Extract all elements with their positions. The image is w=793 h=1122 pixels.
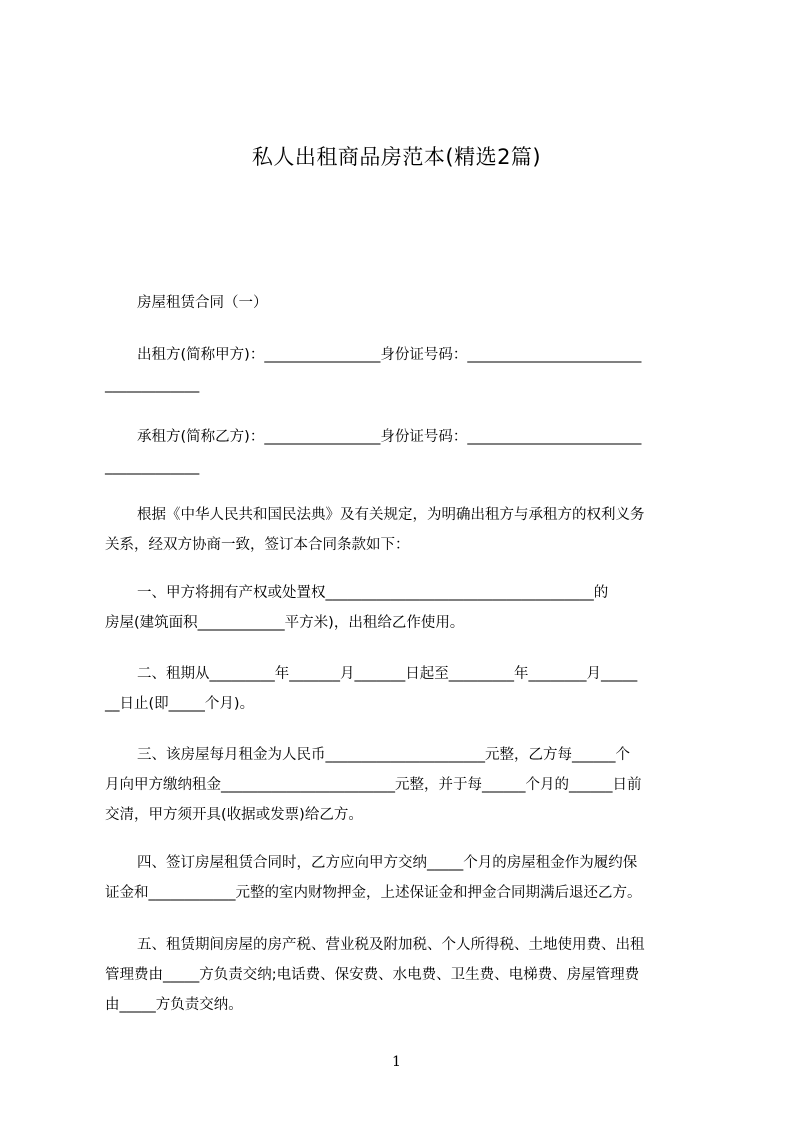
paragraph-line: _____________ xyxy=(105,459,200,475)
paragraph-line: _____________ xyxy=(105,377,200,393)
clause-4 xyxy=(105,848,700,908)
paragraph-line: 出租方(简称甲方)：________________身份证号码：________________________ xyxy=(137,347,642,363)
paragraph-line: 房屋(建筑面积____________平方米)，出租给乙作使用。 xyxy=(105,615,465,631)
paragraph-line: 证金和____________元整的室内财物押金，上述保证金和押金合同期满后退还乙方。 xyxy=(105,885,642,901)
page-number: 1 xyxy=(392,1054,401,1070)
paragraph-line: 关系，经双方协商一致，签订本合同条款如下： xyxy=(105,537,410,553)
paragraph-lessee xyxy=(105,422,700,482)
clause-3 xyxy=(105,740,700,830)
paragraph-lessor xyxy=(105,340,700,400)
paragraph-line: 三、该房屋每月租金为人民币______________________元整，乙方每______个 xyxy=(137,747,630,763)
clause-2 xyxy=(105,659,700,719)
paragraph-line: 管理费由_____方负责交纳;电话费、保安费、水电费、卫生费、电梯费、房屋管理费 xyxy=(105,967,640,983)
paragraph-line: 由_____方负责交纳。 xyxy=(105,997,243,1013)
paragraph-line: 五、租赁期间房屋的房产税、营业税及附加税、个人所得税、土地使用费、出租 xyxy=(137,937,645,953)
clause-1 xyxy=(105,578,700,638)
paragraph-line: 根据《中华人民共和国民法典》及有关规定，为明确出租方与承租方的权利义务 xyxy=(137,507,645,523)
paragraph-line: 交清，甲方须开具(收据或发票)给乙方。 xyxy=(105,807,363,823)
section-heading: 房屋租赁合同（一） xyxy=(137,295,268,311)
paragraph-line: 月向甲方缴纳租金________________________元整，并于每______个月的______日前 xyxy=(105,777,642,793)
paragraph-line: 四、签订房屋租赁合同时，乙方应向甲方交纳_____个月的房屋租金作为履约保 xyxy=(137,855,638,871)
paragraph-line: 承租方(简称乙方)：________________身份证号码：________________________ xyxy=(137,429,642,445)
clause-5 xyxy=(105,930,700,1020)
paragraph-preamble xyxy=(105,500,700,560)
paragraph-line: 二、租期从_________年_______月_______日起至_________年________月_____ xyxy=(137,666,638,682)
paragraph-line: 一、甲方将拥有产权或处置权_____________________________________的 xyxy=(137,585,609,601)
paragraph-line: __日止(即_____个月)。 xyxy=(105,696,255,712)
document-title: 私人出租商品房范本(精选2篇) xyxy=(251,145,542,169)
